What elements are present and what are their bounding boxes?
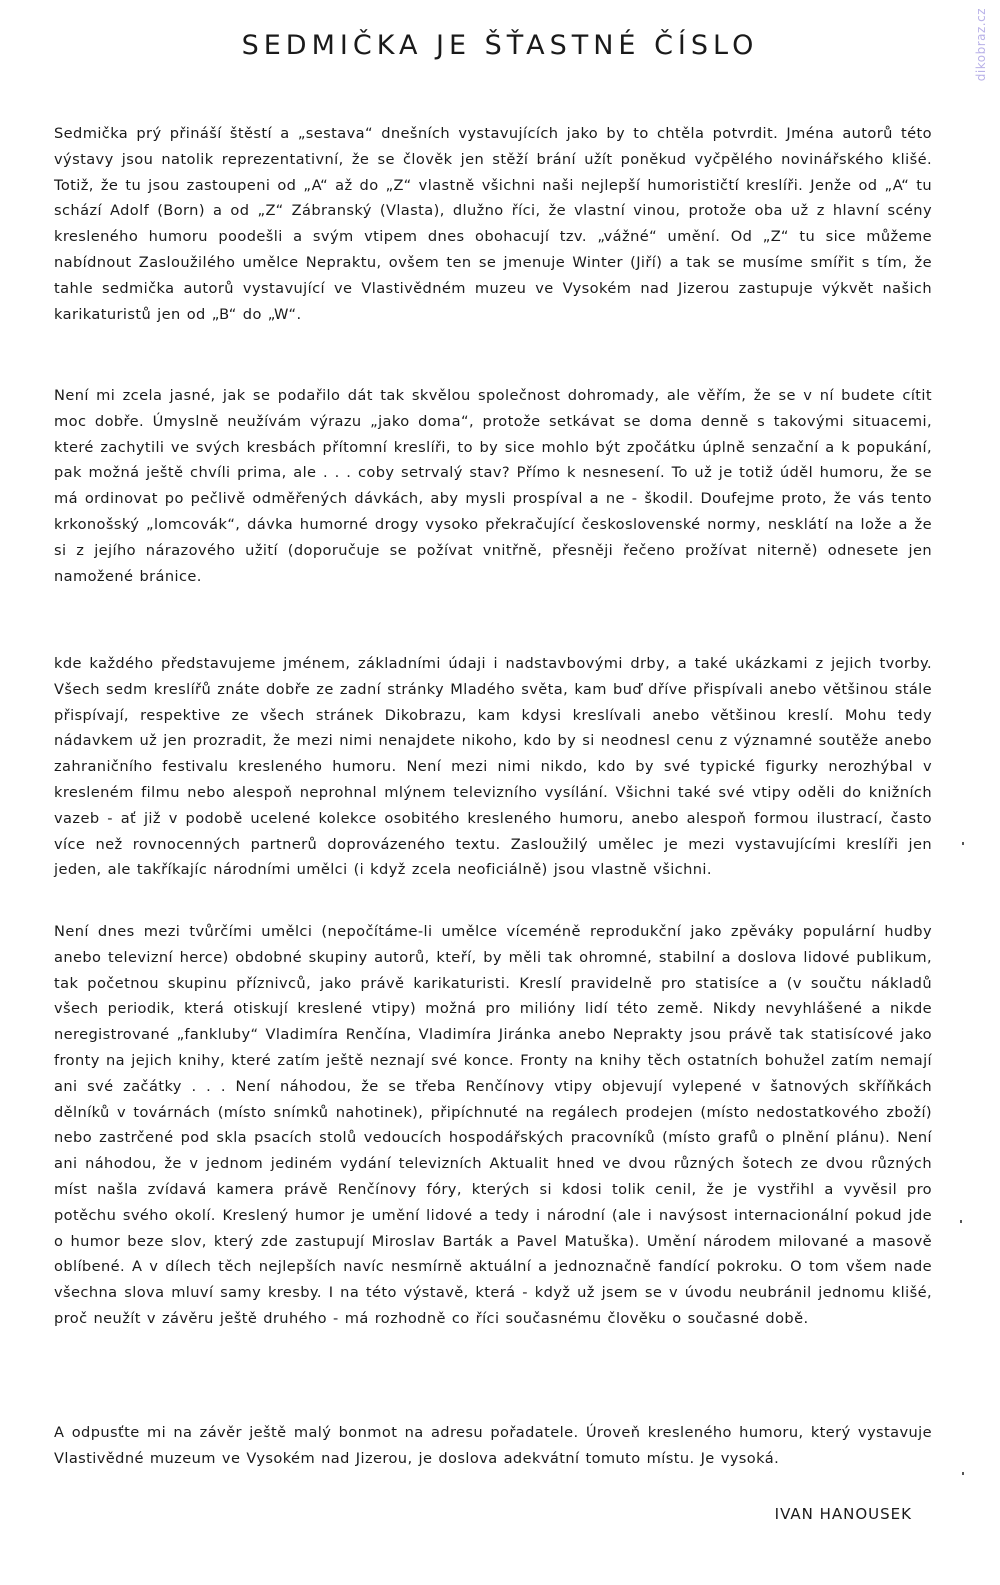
paragraph-closing: A odpusťte mi na závěr ještě malý bonmot na adresu pořadatele. Úroveň kresleného humoru, který vystavuje Vlastivědné muzeum ve Vysokém nad Jizerou, je doslova adekvátní tomuto místu. Je vysoká. bbox=[54, 1424, 932, 1467]
page-title: SEDMIČKA JE ŠŤASTNÉ ČÍSLO bbox=[241, 30, 759, 61]
scan-speck bbox=[962, 842, 964, 845]
paragraph-audience: Není dnes mezi tvůrčími umělci (nepočítáme-li umělce víceméně reprodukční jako zpěváky populární hudby anebo televizní herce) obdobné skupiny autorů, kteří, by měli tak ohromné, stabilní a doslova lidové publikum, tak početnou skupinu příznivců, jako právě karikaturisti. Kreslí pravidelně pro statisíce a (v součtu nákladů všech periodik, která otiskují kreslené vtipy) možná pro milióny lidí této země. Nikdy nevyhlášené a nikde neregistrované „fankluby“ Vladimíra Renčína, Vladimíra Jiránka anebo Neprakty jsou právě tak statisícové jako fronty na jejich knihy, které zatím ještě neznají své konce. Fronty na knihy těch ostatních bohužel zatím nemají ani své začátky . . . Není náhodou, že se třeba Renčínovy vtipy objevují vylepené v šatnových skříňkách dělníků v továrnách (místo snímků nahotinek), připíchnuté na regálech prodejen (místo nedostatkového zboží) nebo zastrčené pod skla psacích stolů vedoucích hospodářských pracovníků (místo grafů o plnění plánu). Není ani náhodou, že v jednom jediném vydání televizních Aktualit hned ve dvou různých šotech ze dvou různých míst našla zvídavá kamera právě Renčínovy fóry, kterých si kdosi tolik cenil, že je vystřihl a vyvěsil pro potěchu svého okolí. Kreslený humor je umění lidové a tedy i národní (ale i navýsost internacionální pokud jde o humor beze slov, který zde zastupují Miroslav Barták a Pavel Matuška). Umění národem milované a masově oblíbené. A v dílech těch nejlepších navíc nesmírně aktuální a jednoznačně fandící pokroku. O tom všem nade všechna slova mluví samy kresby. I na této výstavě, která - když už jsem se v úvodu neubránil jednomu klišé, proč neužít v závěru ještě druhého - má rozhodně co říci současnému člověku o současné době. bbox=[54, 923, 932, 1327]
watermark: dikobraz.cz bbox=[974, 8, 988, 82]
paragraph-company: Není mi zcela jasné, jak se podařilo dát tak skvělou společnost dohromady, ale věřím, že se v ní budete cítit moc dobře. Úmyslně neužívám výrazu „jako doma“, protože setkávat se doma denně s takovými situacemi, které zachytili ve svých kresbách přítomní kreslíři, to by sice mohlo být zpočátku úplně senzační a k popukání, pak možná ještě chvíli prima, ale . . . coby setrvalý stav? Přímo k nesnesení. To už je totiž úděl humoru, že se má ordinovat po pečlivě odměřených dávkách, aby mysli prospíval a ne - škodil. Doufejme proto, že vás tento krkonošský „lomcovák“, dávka humorné drogy vysoko překračující československé normy, nesklátí na lože a že si z jejího nárazového užití (doporučuje se požívat vnitřně, přesněji řečeno prožívat niterně) odnesete jen namožené bránice. bbox=[54, 387, 932, 585]
scan-speck bbox=[960, 1220, 962, 1223]
paragraph-artists: kde každého představujeme jménem, základními údaji i nadstavbovými drby, a také ukázkami z jejich tvorby. Všech sedm kreslířů znáte dobře ze zadní stránky Mladého světa, kam buď dříve přispívali anebo většinou stále přispívají, respektive ze všech stránek Dikobrazu, kam kdysi kreslívali anebo většinou kreslí. Mohu tedy nádavkem už jen prozradit, že mezi nimi nenajdete nikoho, kdo by si neodnesl cenu z významné soutěže anebo zahraničního festivalu kresleného humoru. Není mezi nimi nikdo, kdo by své typické figurky nerozhýbal v kresleném filmu nebo alespoň neprohnal mlýnem televizního vysílání. Všichni také své vtipy oděli do knižních vazeb - ať již v podobě ucelené kolekce osobitého kresleného humoru, anebo alespoň formou ilustrací, často více než rovnocenných partnerů doprovázeného textu. Zasloužilý umělec je mezi vystavujícími kreslíři jen jeden, ale takříkajíc národními umělci (i když zcela neoficiálně) jsou vlastně všichni. bbox=[54, 655, 932, 879]
scan-speck bbox=[962, 1472, 964, 1475]
author-signature: IVAN HANOUSEK bbox=[774, 1505, 912, 1523]
paragraph-intro: Sedmička prý přináší štěstí a „sestava“ dnešních vystavujících jako by to chtěla potvrdit. Jména autorů této výstavy jsou natolik reprezentativní, že se člověk jen stěží brání užít poněkud vyčpělého novinářského klišé. Totiž, že tu jsou zastoupeni od „A“ až do „Z“ vlastně všichni naši nejlepší humorističtí kreslíři. Jenže od „A“ tu schází Adolf (Born) a od „Z“ Zábranský (Vlasta), dlužno říci, že vlastní vinou, protože oba už z hlavní scény kresleného humoru poodešli a svým vtipem dnes obohacují tzv. „vážné“ umění. Od „Z“ tu sice můžeme nabídnout Zasloužilého umělce Nepraktu, ovšem ten se jmenuje Winter (Jiří) a tak se musíme smířit s tím, že tahle sedmička autorů vystavující ve Vlastivědném muzeu ve Vysokém nad Jizerou zastupuje výkvět našich karikaturistů jen od „B“ do „W“. bbox=[54, 125, 932, 323]
